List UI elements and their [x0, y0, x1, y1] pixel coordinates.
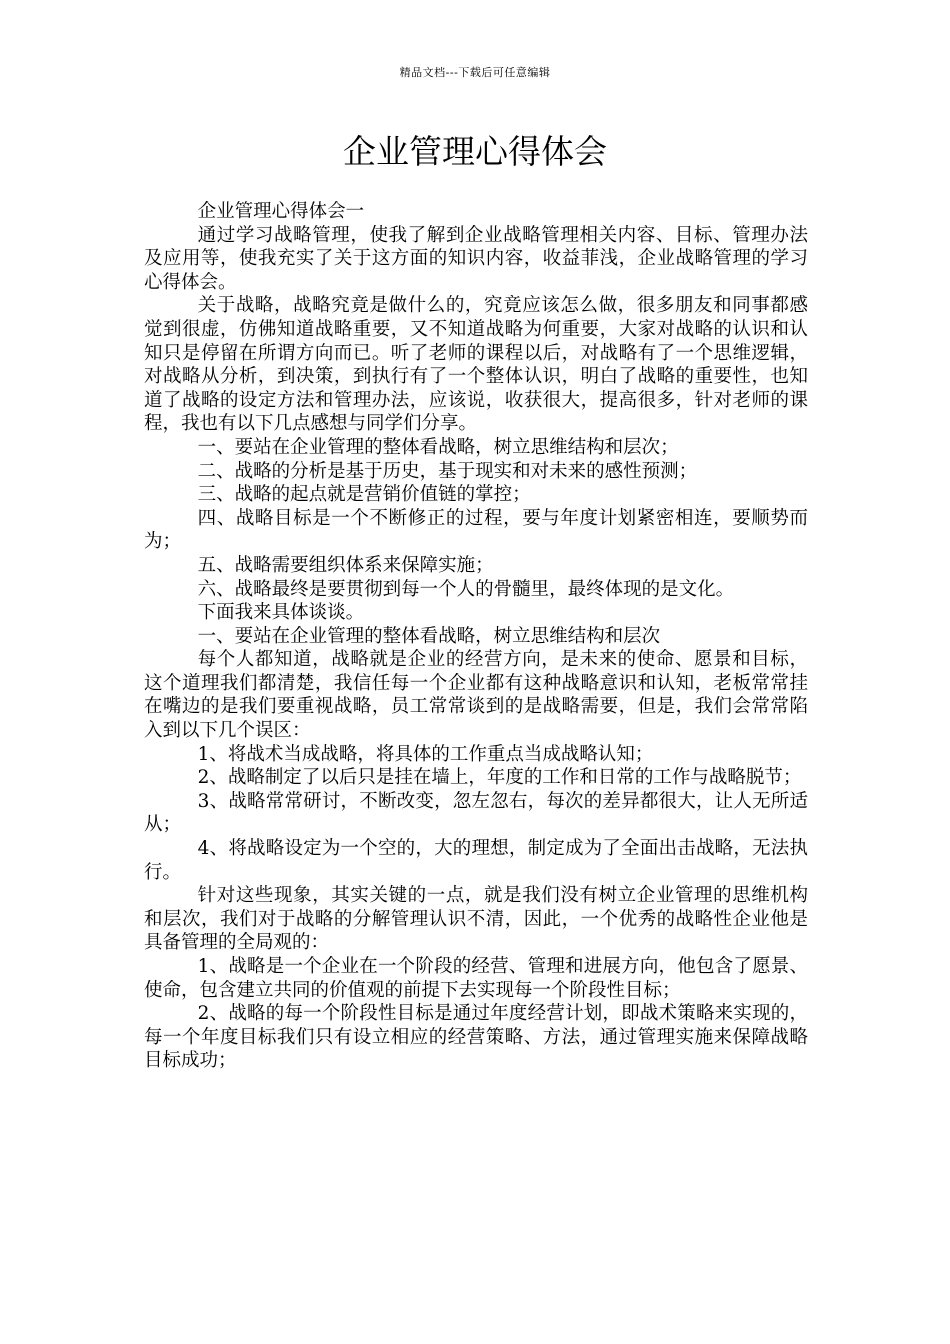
paragraph-section-heading: 企业管理心得体会一 — [197, 201, 365, 222]
list-item: 二、战略的分析是基于历史，基于现实和对未来的感性预测； — [197, 460, 698, 482]
list-item: 2、战略的每一个阶段性目标是通过年度经营计划，即战术策略来实现的，每一个年度目标我们只有设立相应的经营策略、方法，通过管理实施来保障战略目标成功； — [144, 1003, 808, 1072]
list-item: 4、将战略设定为一个空的，大的理想，制定成为了全面出击战略，无法执行。 — [144, 838, 808, 883]
list-item: 1、战略是一个企业在一个阶段的经营、管理和进展方向，他包含了愿景、使命，包含建立共同的价值观的前提下去实现每一个阶段性目标； — [144, 956, 808, 1001]
list-item: 五、战略需要组织体系来保障实施； — [197, 554, 494, 576]
paragraph: 每个人都知道，战略就是企业的经营方向，是未来的使命、愿景和目标，这个道理我们都清楚，我信任每一个企业都有这种战略意识和认知，老板常常挂在嘴边的是我们要重视战略，员工常常谈到的是战略需要，但是，我们会常常陷入到以下几个误区： — [144, 649, 808, 742]
paragraph: 关于战略，战略究竟是做什么的，究竟应该怎么做，很多朋友和同事都感觉到很虚，仿佛知道战略重要，又不知道战略为何重要，大家对战略的认识和认知只是停留在所谓方向而已。听了老师的课程以后，对战略有了一个思维逻辑，对战略从分析，到决策，到执行有了一个整体认识，明白了战略的重要性，也知道了战略的设定方法和管理办法，应该说，收获很大，提高很多，针对老师的课程，我也有以下几点感想与同学们分享。 — [144, 295, 808, 435]
paragraph: 通过学习战略管理，使我了解到企业战略管理相关内容、目标、管理办法及应用等，使我充实了关于这方面的知识内容，收益菲浅，企业战略管理的学习心得体会。 — [144, 224, 808, 293]
document-body — [144, 200, 808, 1073]
paragraph: 下面我来具体谈谈。 — [197, 602, 365, 624]
list-item: 1、将战术当成战略，将具体的工作重点当成战略认知； — [197, 743, 654, 765]
list-item: 2、战略制定了以后只是挂在墙上，年度的工作和日常的工作与战略脱节； — [197, 767, 802, 789]
list-item: 一、要站在企业管理的整体看战略，树立思维结构和层次； — [197, 436, 679, 458]
subsection-heading: 一、要站在企业管理的整体看战略，树立思维结构和层次 — [197, 625, 661, 647]
document-title: 企业管理心得体会 — [343, 132, 607, 171]
header-note: 精品文档---下载后可任意编辑 — [399, 66, 551, 79]
list-item: 三、战略的起点就是营销价值链的掌控； — [197, 484, 531, 506]
list-item: 四、战略目标是一个不断修正的过程，要与年度计划紧密相连，要顺势而为； — [144, 507, 808, 553]
paragraph: 针对这些现象，其实关键的一点，就是我们没有树立企业管理的思维机构和层次，我们对于战略的分解管理认识不清，因此，一个优秀的战略性企业他是具备管理的全局观的： — [144, 885, 808, 954]
list-item: 3、战略常常研讨，不断改变，忽左忽右，每次的差异都很大，让人无所适从； — [144, 790, 808, 836]
list-item: 六、战略最终是要贯彻到每一个人的骨髓里，最终体现的是文化。 — [197, 578, 735, 600]
